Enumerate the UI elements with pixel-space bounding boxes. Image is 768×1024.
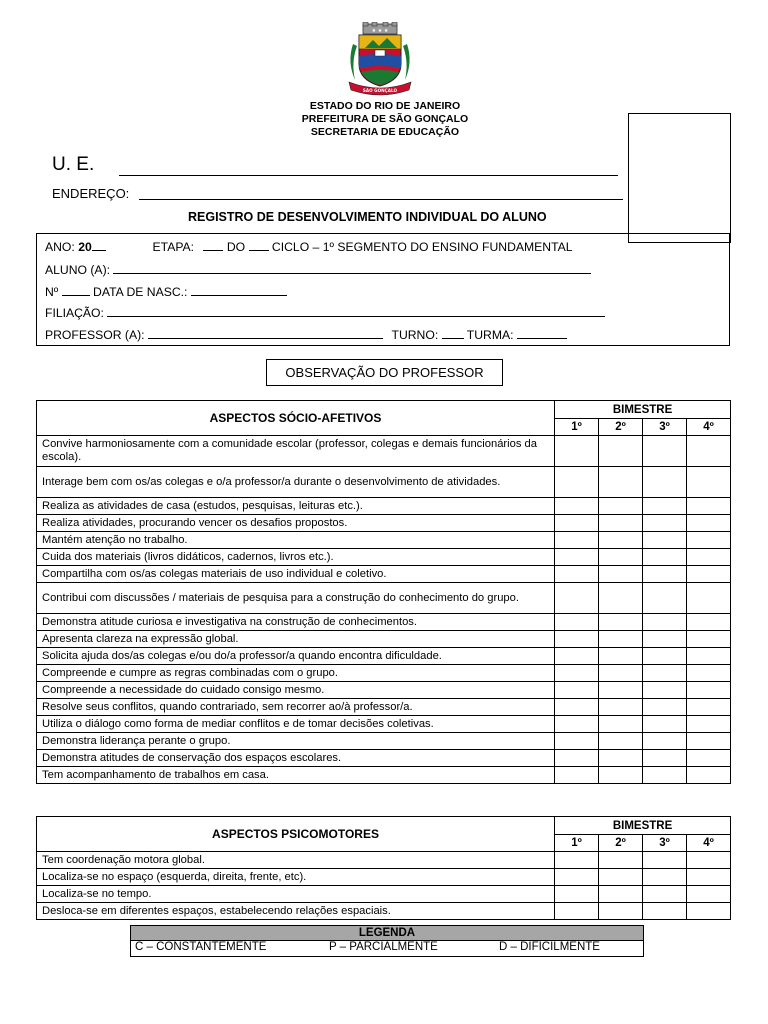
bimester-3-cell[interactable]: [643, 716, 687, 733]
bimester-2-cell[interactable]: [599, 886, 643, 903]
aspect-item: Localiza-se no tempo.: [37, 886, 555, 903]
bimester-2-cell[interactable]: [599, 648, 643, 665]
parents-row: [45, 305, 605, 320]
aspect-item: Interage bem com os/as colegas e o/a professor/a durante o desenvolvimento de atividades.: [37, 467, 555, 498]
aspect-item: Resolve seus conflitos, quando contrariado, sem recorrer ao/à professor/a.: [37, 699, 555, 716]
bimester-4-cell[interactable]: [687, 886, 731, 903]
student-photo-box: [628, 113, 731, 243]
table-row: [37, 566, 731, 583]
table-row: [37, 549, 731, 566]
bimester-2-cell[interactable]: [599, 665, 643, 682]
bimester-2-cell[interactable]: [599, 498, 643, 515]
parents-field[interactable]: [107, 305, 605, 317]
legend-title: LEGENDA: [131, 926, 644, 941]
cycle-text: CICLO – 1º SEGMENTO DO ENSINO FUNDAMENTAL: [271, 240, 573, 254]
bimester-4-cell[interactable]: [687, 682, 731, 699]
bimester-3-cell[interactable]: [643, 549, 687, 566]
bimester-3-cell[interactable]: [643, 648, 687, 665]
bimester-4-cell[interactable]: [687, 532, 731, 549]
student-name-field[interactable]: [113, 262, 591, 274]
table-row: [37, 532, 731, 549]
bimester-4-cell[interactable]: [687, 750, 731, 767]
bimester-1-cell[interactable]: [555, 566, 599, 583]
table-row: [37, 583, 731, 614]
number-label: Nº: [45, 285, 59, 299]
table-row: [37, 886, 731, 903]
bimester-3-cell[interactable]: [643, 583, 687, 614]
bimester-2-cell[interactable]: [599, 716, 643, 733]
socio-affective-table: [36, 400, 731, 784]
table-row: [37, 498, 731, 515]
bimester-2-cell[interactable]: [599, 436, 643, 467]
bimester-1-header: 1º: [555, 835, 599, 852]
bimester-3-cell[interactable]: [643, 767, 687, 784]
aspect-item: Compreende e cumpre as regras combinadas com o grupo.: [37, 665, 555, 682]
socio-affective-title: ASPECTOS SÓCIO-AFETIVOS: [37, 401, 555, 436]
bimester-3-cell[interactable]: [643, 903, 687, 920]
table-row: [37, 436, 731, 467]
bimester-4-cell[interactable]: [687, 631, 731, 648]
teacher-observation-label: OBSERVAÇÃO DO PROFESSOR: [266, 359, 503, 386]
bimester-3-cell[interactable]: [643, 515, 687, 532]
address-label: ENDEREÇO:: [52, 186, 130, 201]
bimester-2-cell[interactable]: [599, 767, 643, 784]
birth-date-field[interactable]: [191, 284, 287, 296]
bimester-4-cell[interactable]: [687, 903, 731, 920]
aspect-item: Compreende a necessidade do cuidado consigo mesmo.: [37, 682, 555, 699]
bimester-3-cell[interactable]: [643, 886, 687, 903]
aspect-item: Contribui com discussões / materiais de pesquisa para a construção do conhecimento do grupo.: [37, 583, 555, 614]
bimester-2-cell[interactable]: [599, 515, 643, 532]
bimester-2-cell[interactable]: [599, 682, 643, 699]
bimester-2-cell[interactable]: [599, 467, 643, 498]
teacher-field[interactable]: [148, 327, 383, 339]
table-row: [37, 733, 731, 750]
bimester-3-cell[interactable]: [643, 682, 687, 699]
bimester-3-cell[interactable]: [643, 566, 687, 583]
aspect-item: Demonstra atitude curiosa e investigativa na construção de conhecimentos.: [37, 614, 555, 631]
aspect-item: Realiza as atividades de casa (estudos, pesquisas, leituras etc.).: [37, 498, 555, 515]
bimester-2-cell[interactable]: [599, 869, 643, 886]
table-row: [37, 767, 731, 784]
shift-label: TURNO:: [391, 328, 439, 342]
bimester-1-cell[interactable]: [555, 852, 599, 869]
table-row: [37, 699, 731, 716]
svg-text:★ ★ ★: ★ ★ ★: [371, 28, 389, 34]
form-title: REGISTRO DE DESENVOLVIMENTO INDIVIDUAL DO ALUNO: [188, 210, 547, 224]
bimester-3-cell[interactable]: [643, 852, 687, 869]
table-row: [37, 631, 731, 648]
bimester-3-cell[interactable]: [643, 532, 687, 549]
table-row: [37, 852, 731, 869]
bimester-4-cell[interactable]: [687, 498, 731, 515]
bimester-1-cell[interactable]: [555, 648, 599, 665]
bimester-3-header: 3º: [643, 419, 687, 436]
stage-field[interactable]: [203, 239, 223, 251]
year-field[interactable]: [92, 239, 106, 251]
table-row: [37, 614, 731, 631]
bimester-2-header: 2º: [599, 835, 643, 852]
bimester-4-cell[interactable]: [687, 733, 731, 750]
bimester-2-cell[interactable]: [599, 532, 643, 549]
bimester-3-cell[interactable]: [643, 436, 687, 467]
bimester-2-cell[interactable]: [599, 549, 643, 566]
bimester-1-cell[interactable]: [555, 869, 599, 886]
student-label: ALUNO (A):: [45, 263, 111, 277]
bimester-1-cell[interactable]: [555, 716, 599, 733]
table-row: [37, 665, 731, 682]
bimester-4-cell[interactable]: [687, 648, 731, 665]
bimester-1-cell[interactable]: [555, 467, 599, 498]
aspect-item: Mantém atenção no trabalho.: [37, 532, 555, 549]
aspect-item: Realiza atividades, procurando vencer os desafios propostos.: [37, 515, 555, 532]
student-row: [45, 262, 591, 277]
bimester-2-cell[interactable]: [599, 699, 643, 716]
bimester-1-header: 1º: [555, 419, 599, 436]
bimester-3-cell[interactable]: [643, 699, 687, 716]
bimester-4-cell[interactable]: [687, 436, 731, 467]
table-row: [37, 515, 731, 532]
bimester-3-cell[interactable]: [643, 631, 687, 648]
bimester-1-cell[interactable]: [555, 903, 599, 920]
table-row: [37, 903, 731, 920]
birth-label: DATA DE NASC.:: [93, 285, 188, 299]
table-row: [37, 750, 731, 767]
aspect-item: Compartilha com os/as colegas materiais de uso individual e coletivo.: [37, 566, 555, 583]
bimester-2-cell[interactable]: [599, 631, 643, 648]
aspect-item: Localiza-se no espaço (esquerda, direita, frente, etc).: [37, 869, 555, 886]
bimester-1-cell[interactable]: [555, 665, 599, 682]
bimester-4-cell[interactable]: [687, 566, 731, 583]
bimester-1-cell[interactable]: [555, 886, 599, 903]
aspect-item: Convive harmoniosamente com a comunidade escolar (professor, colegas e demais funcionários da escola).: [37, 436, 555, 467]
number-birth-row: [45, 284, 287, 299]
department-name: SECRETARIA DE EDUCAÇÃO: [310, 126, 460, 138]
bimester-4-header: 4º: [687, 835, 731, 852]
legend-hardly: D – DIFICILMENTE: [499, 941, 600, 953]
bimester-1-cell[interactable]: [555, 515, 599, 532]
aspect-item: Apresenta clareza na expressão global.: [37, 631, 555, 648]
aspect-item: Cuida dos materiais (livros didáticos, cadernos, livros etc.).: [37, 549, 555, 566]
table-row: [37, 716, 731, 733]
of-label: DO: [226, 240, 246, 254]
aspect-item: Desloca-se em diferentes espaços, estabelecendo relações espaciais.: [37, 903, 555, 920]
bimester-1-cell[interactable]: [555, 498, 599, 515]
bimester-4-cell[interactable]: [687, 716, 731, 733]
bimester-1-cell[interactable]: [555, 532, 599, 549]
cycle-field[interactable]: [249, 239, 269, 251]
bimester-2-cell[interactable]: [599, 566, 643, 583]
bimester-header: BIMESTRE: [555, 817, 731, 835]
teacher-row: [45, 327, 567, 342]
bimester-4-cell[interactable]: [687, 583, 731, 614]
table-row: [37, 467, 731, 498]
bimester-3-cell[interactable]: [643, 733, 687, 750]
legend-partially: P – PARCIALMENTE: [329, 941, 438, 953]
bimester-4-cell[interactable]: [687, 869, 731, 886]
school-unit-label: U. E.: [52, 154, 95, 175]
class-field[interactable]: [517, 327, 567, 339]
bimester-1-cell[interactable]: [555, 631, 599, 648]
bimester-1-cell[interactable]: [555, 583, 599, 614]
bimester-3-cell[interactable]: [643, 467, 687, 498]
bimester-4-cell[interactable]: [687, 699, 731, 716]
bimester-4-cell[interactable]: [687, 767, 731, 784]
shift-field[interactable]: [442, 327, 464, 339]
bimester-4-cell[interactable]: [687, 515, 731, 532]
table-row: [37, 648, 731, 665]
aspect-item: Demonstra atitudes de conservação dos espaços escolares.: [37, 750, 555, 767]
bimester-1-cell[interactable]: [555, 682, 599, 699]
sao-goncalo-crest-logo: [343, 22, 417, 98]
bimester-2-cell[interactable]: [599, 903, 643, 920]
psychomotor-table: [36, 816, 731, 920]
bimester-1-cell[interactable]: [555, 614, 599, 631]
parents-label: FILIAÇÃO:: [45, 306, 104, 320]
bimester-2-cell[interactable]: [599, 733, 643, 750]
address-field[interactable]: [139, 199, 623, 200]
aspect-item: Utiliza o diálogo como forma de mediar conflitos e de tomar decisões coletivas.: [37, 716, 555, 733]
class-label: TURMA:: [466, 328, 514, 342]
year-value: 20: [78, 240, 92, 254]
table-row: [37, 869, 731, 886]
bimester-2-cell[interactable]: [599, 614, 643, 631]
aspect-item: Solicita ajuda dos/as colegas e/ou do/a professor/a quando encontra dificuldade.: [37, 648, 555, 665]
bimester-1-cell[interactable]: [555, 549, 599, 566]
bimester-2-cell[interactable]: [599, 583, 643, 614]
svg-text:SÃO GONÇALO: SÃO GONÇALO: [362, 88, 398, 93]
legend-table: [130, 925, 644, 957]
bimester-1-cell[interactable]: [555, 733, 599, 750]
bimester-1-cell[interactable]: [555, 750, 599, 767]
bimester-1-cell[interactable]: [555, 436, 599, 467]
bimester-1-cell[interactable]: [555, 767, 599, 784]
bimester-1-cell[interactable]: [555, 699, 599, 716]
bimester-4-cell[interactable]: [687, 467, 731, 498]
teacher-label: PROFESSOR (A):: [45, 328, 145, 342]
bimester-3-cell[interactable]: [643, 750, 687, 767]
legend-row: [131, 941, 644, 957]
bimester-3-cell[interactable]: [643, 665, 687, 682]
table-row: [37, 682, 731, 699]
state-name: ESTADO DO RIO DE JANEIRO: [309, 100, 461, 112]
bimester-3-cell[interactable]: [643, 869, 687, 886]
bimester-2-cell[interactable]: [599, 852, 643, 869]
bimester-2-header: 2º: [599, 419, 643, 436]
bimester-4-cell[interactable]: [687, 549, 731, 566]
city-hall-name: PREFEITURA DE SÃO GONÇALO: [301, 113, 469, 125]
aspect-item: Tem coordenação motora global.: [37, 852, 555, 869]
bimester-header: BIMESTRE: [555, 401, 731, 419]
student-info-box: [36, 233, 730, 346]
bimester-4-cell[interactable]: [687, 614, 731, 631]
legend-constantly: C – CONSTANTEMENTE: [135, 941, 267, 953]
bimester-4-header: 4º: [687, 419, 731, 436]
bimester-2-cell[interactable]: [599, 750, 643, 767]
bimester-3-header: 3º: [643, 835, 687, 852]
year-stage-row: [45, 239, 573, 254]
bimester-4-cell[interactable]: [687, 852, 731, 869]
school-unit-field[interactable]: [119, 175, 618, 176]
number-field[interactable]: [62, 284, 90, 296]
bimester-4-cell[interactable]: [687, 665, 731, 682]
aspect-item: Tem acompanhamento de trabalhos em casa.: [37, 767, 555, 784]
stage-label: ETAPA:: [152, 240, 195, 254]
aspect-item: Demonstra liderança perante o grupo.: [37, 733, 555, 750]
year-label: ANO:: [45, 240, 75, 254]
psychomotor-title: ASPECTOS PSICOMOTORES: [37, 817, 555, 852]
bimester-3-cell[interactable]: [643, 498, 687, 515]
bimester-3-cell[interactable]: [643, 614, 687, 631]
